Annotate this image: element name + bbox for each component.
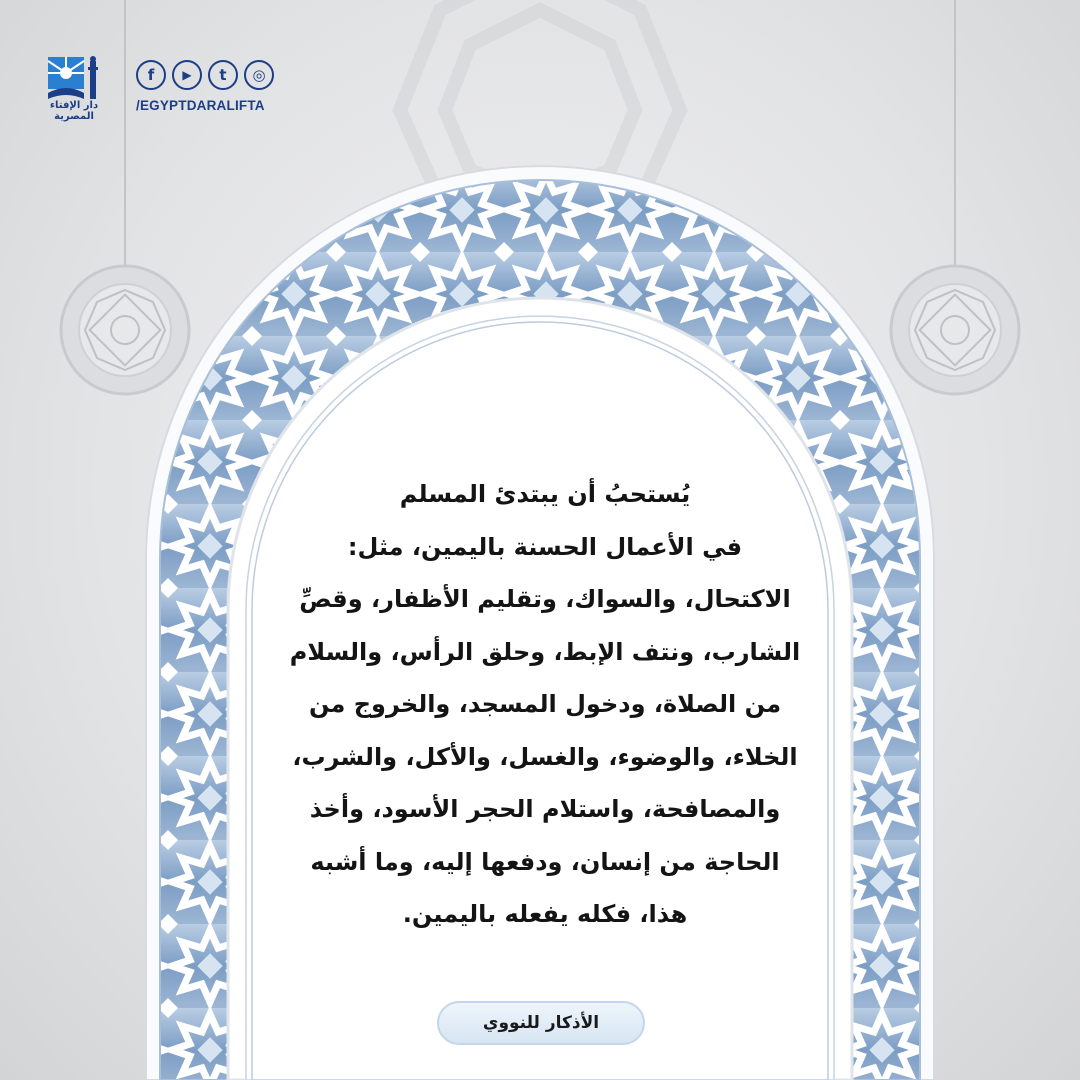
text-line: والمصافحة، واستلام الحجر الأسود، وأخذ (309, 795, 781, 823)
social-icons (136, 60, 274, 90)
text-line: الخلاء، والوضوء، والغسل، والأكل، والشرب، (292, 742, 798, 771)
brand-header (44, 40, 304, 130)
facebook-icon[interactable]: f (136, 60, 166, 90)
logo-caption: دار الإفتاء المصرية (49, 100, 99, 122)
youtube-icon[interactable]: ▶ (172, 60, 202, 90)
twitter-icon[interactable]: t (208, 60, 238, 90)
instagram-icon[interactable]: ◎ (244, 60, 274, 90)
text-line: الشارب، ونتف الإبط، وحلق الرأس، والسلام (289, 637, 801, 666)
text-line: يُستحبُ أن يبتدئ المسلم (399, 480, 691, 508)
text-line: الحاجة من إنسان، ودفعها إليه، وما أشبه (310, 847, 780, 876)
text-line: هذا، فكله يفعله باليمين. (402, 900, 688, 928)
text-line: الاكتحال، والسواك، وتقليم الأظفار، وقصِّ (299, 585, 791, 613)
hadith-text (285, 468, 805, 941)
social-handle[interactable]: /EGYPTDARALIFTA (136, 98, 265, 113)
source-badge: الأذكار للنووي (437, 1001, 645, 1045)
text-line: في الأعمال الحسنة باليمين، مثل: (347, 532, 743, 561)
text-line: من الصلاة، ودخول المسجد، والخروج من (308, 690, 782, 718)
